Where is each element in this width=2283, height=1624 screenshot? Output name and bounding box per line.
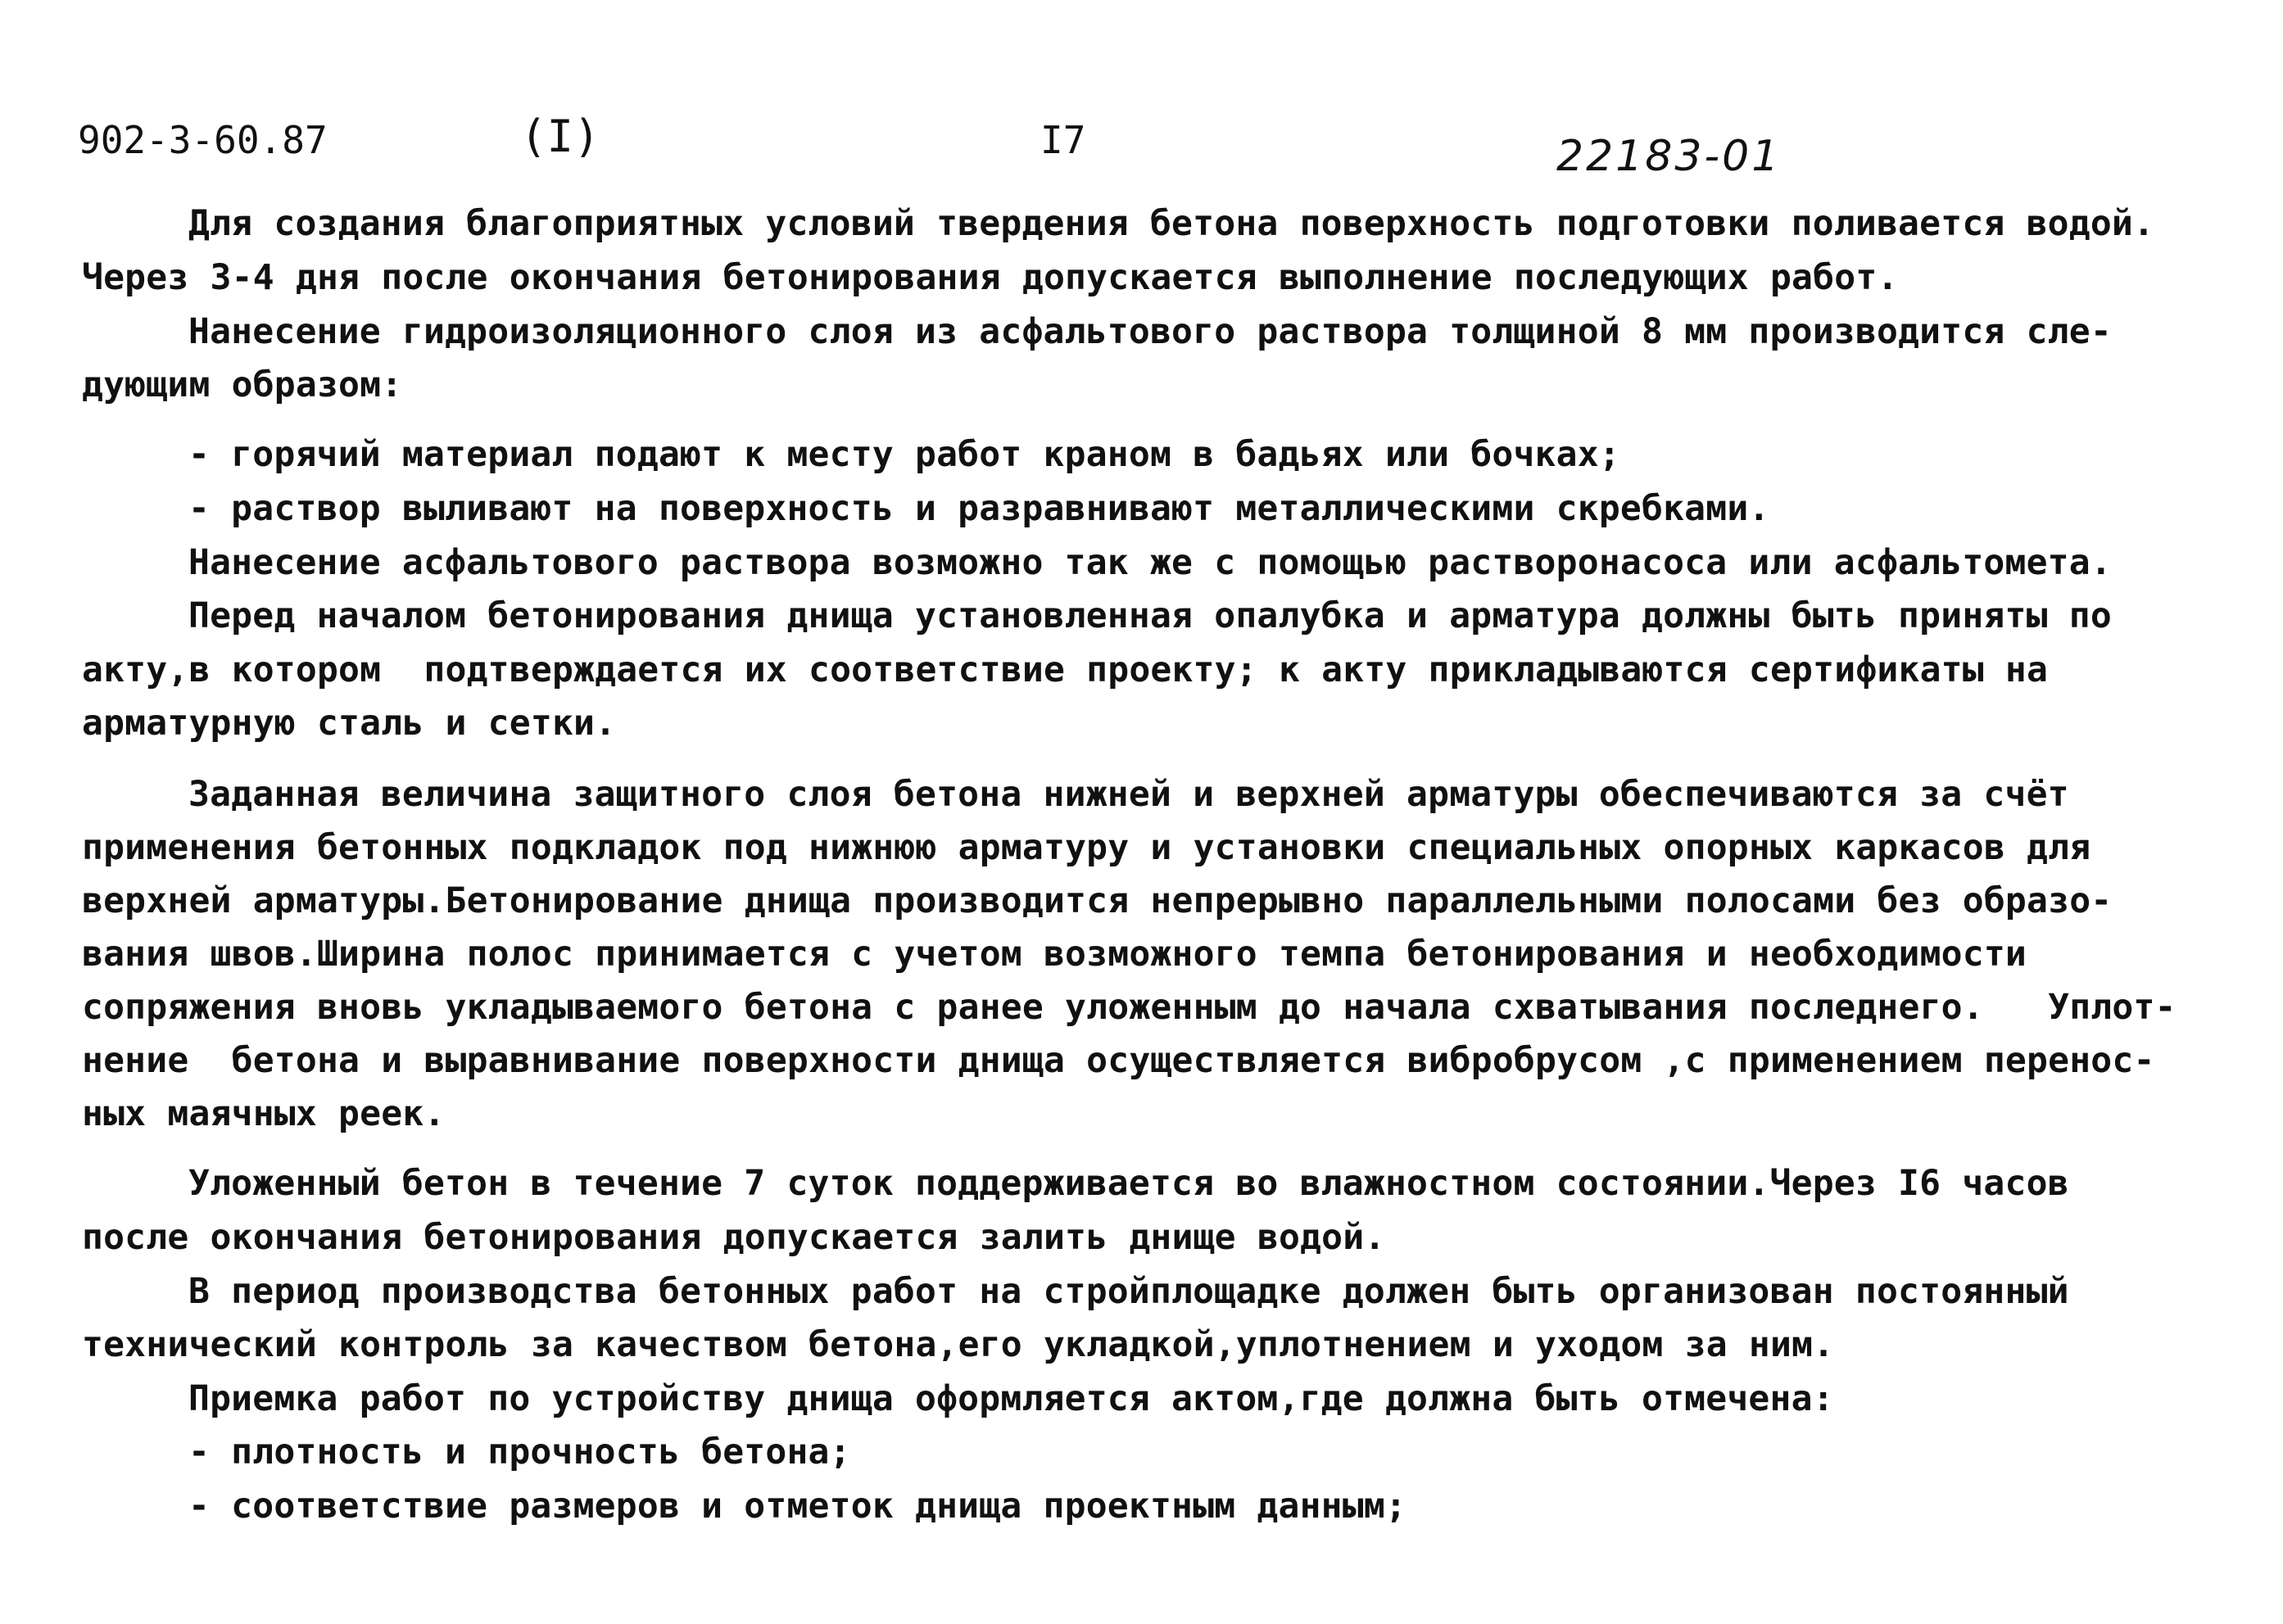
text-line-22: Приемка работ по устройству днища оформляется актом,где должна быть отмечена: (188, 1378, 1834, 1419)
text-line-19: после окончания бетонирования допускается залить днище водой. (82, 1217, 1386, 1258)
text-line-1: Для создания благоприятных условий твердения бетона поверхность подготовки поливается водой. (188, 203, 2155, 244)
document-code: 902-3-60.87 (78, 118, 328, 162)
text-line-10: арматурную сталь и сетки. (82, 703, 617, 744)
text-line-4: дующим образом: (82, 364, 403, 405)
sheet-marker: (I) (520, 111, 600, 162)
text-line-17: ных маячных реек. (82, 1093, 446, 1134)
text-line-2: Через 3-4 дня после окончания бетонирования допускается выполнение последующих работ. (82, 257, 1899, 298)
text-line-16: нение бетона и выравнивание поверхности днища осуществляется вибробрусом ,с применением перенос- (82, 1040, 2155, 1081)
text-line-24: - соответствие размеров и отметок днища проектным данным; (188, 1486, 1407, 1527)
text-line-21: технический контроль за качеством бетона,его укладкой,уплотнением и уходом за ним. (82, 1324, 1835, 1365)
text-line-9: акту,в котором подтверждается их соответствие проекту; к акту прикладываются сертификаты на (82, 649, 2049, 690)
text-line-12: применения бетонных подкладок под нижнюю арматуру и установки специальных опорных каркасов для (82, 827, 2091, 868)
text-line-7: Нанесение асфальтового раствора возможно так же с помощью растворонасоса или асфальтомета. (188, 542, 2112, 583)
text-line-14: вания швов.Ширина полос принимается с учетом возможного темпа бетонирования и необходимости (82, 934, 2027, 975)
text-line-20: В период производства бетонных работ на стройплощадке должен быть организован постоянный (188, 1271, 2069, 1312)
text-line-3: Нанесение гидроизоляционного слоя из асфальтового раствора толщиной 8 мм производится сле- (188, 311, 2112, 352)
text-line-15: сопряжения вновь укладываемого бетона с ранее уложенным до начала схватывания последнего. Уплот- (82, 987, 2177, 1028)
text-line-18: Уложенный бетон в течение 7 суток поддерживается во влажностном состоянии.Через I6 часов (188, 1163, 2069, 1204)
text-line-5: - горячий материал подают к месту работ краном в бадьях или бочках; (188, 434, 1620, 475)
document-number: 22183-01 (1556, 132, 1782, 181)
page-number: I7 (1040, 118, 1086, 162)
text-line-23: - плотность и прочность бетона; (188, 1432, 851, 1472)
text-line-8: Перед началом бетонирования днища установленная опалубка и арматура должны быть приняты по (188, 595, 2112, 636)
text-line-6: - раствор выливают на поверхность и разравнивают металлическими скребками. (188, 488, 1770, 529)
text-line-11: Заданная величина защитного слоя бетона нижней и верхней арматуры обеспечиваются за счёт (188, 774, 2069, 815)
text-line-13: верхней арматуры.Бетонирование днища производится непрерывно параллельными полосами без образо- (82, 880, 2113, 921)
